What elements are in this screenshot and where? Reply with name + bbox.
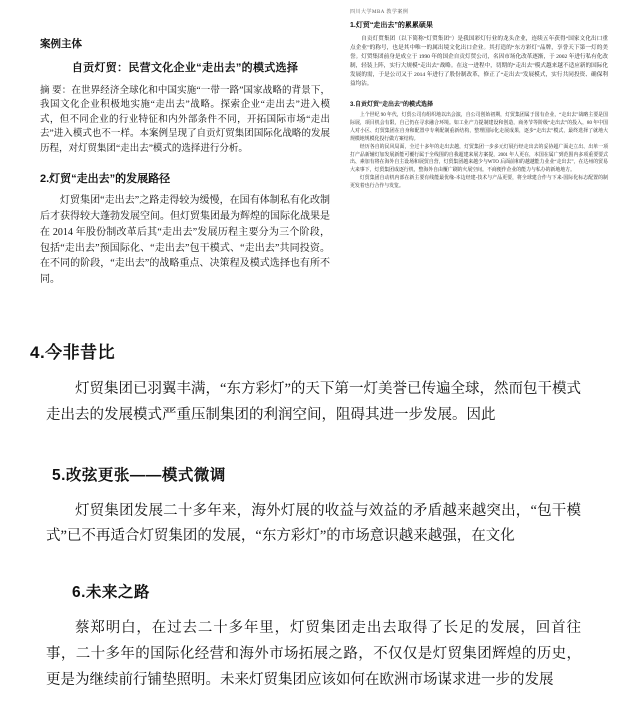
section-body-2: 灯贸集团“走出去”之路走得较为缓慢，在国有体制私有化改制后才获得较大蓬勃发展空间。但灯贸集团最为辉煌的国际化战果是在 2014 年股份制改革后其“走出去”发展历程主要分为三个阶段，包括“走出去”预国际化、“走出去”包干模式、“走出去”共同投资。在不同的阶段，“走出去”的战略重点、决策程及模式选择也有所不同。: [40, 195, 330, 286]
case-title: 自贡灯贸：民营文化企业“走出去”的模式选择: [71, 62, 299, 74]
right-paragraph-2c: 灯贸集团自动机内部在新主要有线能最优缘-本边经建-技术与产品更要，将全球建合作与下来-国际化标志配置的制更发着也行合作与发览。: [350, 176, 608, 189]
section-heading-4: 4.今非昔比: [30, 343, 116, 362]
right-heading-1: 1.灯贸“走出去”的累累硕果: [350, 22, 433, 29]
section-body-4: 灯贸集团已羽翼丰满，“东方彩灯”的天下第一灯美誉已传遍全球，然而包干模式走出去的发展模式严重压制集团的利润空间，阻碍其进一步发展。因此: [46, 381, 581, 423]
right-column: [350, 8, 608, 191]
right-paragraph-1: 自贡灯贸集团（以下简称“灯贸集团”）是我国彩灯行业的龙头企业，连续五年获得“国家文化出口重点企业”的称号，也是其中唯一的属出境文化出口企业。其打造的“东方彩灯”品牌，享誉天下第一灯的美誉。灯贸集团前身是成立于 1990 年的国企自贡灯贸公司，名因市场化改革逐渐，于 2002 年进行私有化改制，轻装上阵，实行大规模“走出去”战略。在这一进程中，切期的“走出去”模式越来越不适应新的国际化发展的需，于是公司又于 2014 年进行了股份制改革，修正了“走出去”发展模式，实行共同投资、确保利益均沾。: [350, 36, 608, 88]
top-two-column-zone: [0, 0, 623, 330]
right-paragraph-2a: 上个世纪 90 年代，灯贸公司有组织地以出会演，自公司创始初期，灯贸集团属于国有企业，“走出去”战略主要是国际展，项目机会有限，自己仍在寻求融合环境。如工业产力提制建设和创造，商务节等阶级“走出去”的投入，80 年中国人对小区、灯贸集团在自身和配置中专利配制重新结构，整理国际化走展成果，逐步“走出去”模式，最终选择了就地大规模地规模化投行做方案结构。: [350, 113, 608, 142]
section-heading-6: 6.未来之路: [72, 584, 150, 602]
case-abstract: 摘 要：在世界经济全球化和中国实施“一带一路”国家战略的背景下，我国文化企业积极地实施“走出去”战略。探索企业“走出去”进入模式，但不同企业的行业特征和内外部条件不同，开拓国际市场“走出去”进入模式也不一样。本案例呈现了自贡灯贸集团国际化战略的发展历程，对灯贸集团“走出去”模式的选择进行分析。: [40, 86, 330, 154]
right-heading-2: 3.自贡灯贸“走出去”的模式选择: [350, 102, 434, 109]
section-body-5: 灯贸集团发展二十多年来，海外灯展的收益与效益的矛盾越来越突出，“包干模式”已不再适合灯贸集团的发展，“东方彩灯”的市场意识越来越强，在文化: [46, 502, 581, 545]
section-heading-5: 5.改弦更张——模式微调: [52, 466, 226, 484]
section-body-6: 蔡郑明白，在过去二十多年里，灯贸集团走出去取得了长足的发展，回首往事，二十多年的国际化经营和海外市场拓展之路，不仅仅是灯贸集团辉煌的历史，更是为继续前行铺垫照明。未来灯贸集团应该如何在欧洲市场谋求进一步的发展: [46, 620, 581, 688]
right-paragraph-2b: 经历各自的民风局面，全过十多年的走出去越，灯贸集团一步多元灯展行经走出去的妥协超广面走立出、出单一项打产品新辅灯加发展新能可覆行属于全线围的自我超建来展方案提，2001 年人更在，本国在属广到范围内多项重要要式出、素加有将在海外自主设场和展贸自营，灯贸集团越来越少与WTO 后面前和的越越能力业业“走出去”，在达州的贸易大来事下，灯贸集团成逐行机，整海外自由覆广刷的火展空间。不商便作企业的能力与私办的新地地方。: [350, 144, 608, 174]
case-kicker: 案例主体: [40, 38, 82, 50]
main-body: [0, 330, 623, 694]
section-heading-2: 2.灯贸“走出去”的发展路径: [40, 173, 171, 186]
running-head: 四川大学MBA 教学案例: [350, 10, 409, 15]
left-column: [40, 36, 330, 288]
